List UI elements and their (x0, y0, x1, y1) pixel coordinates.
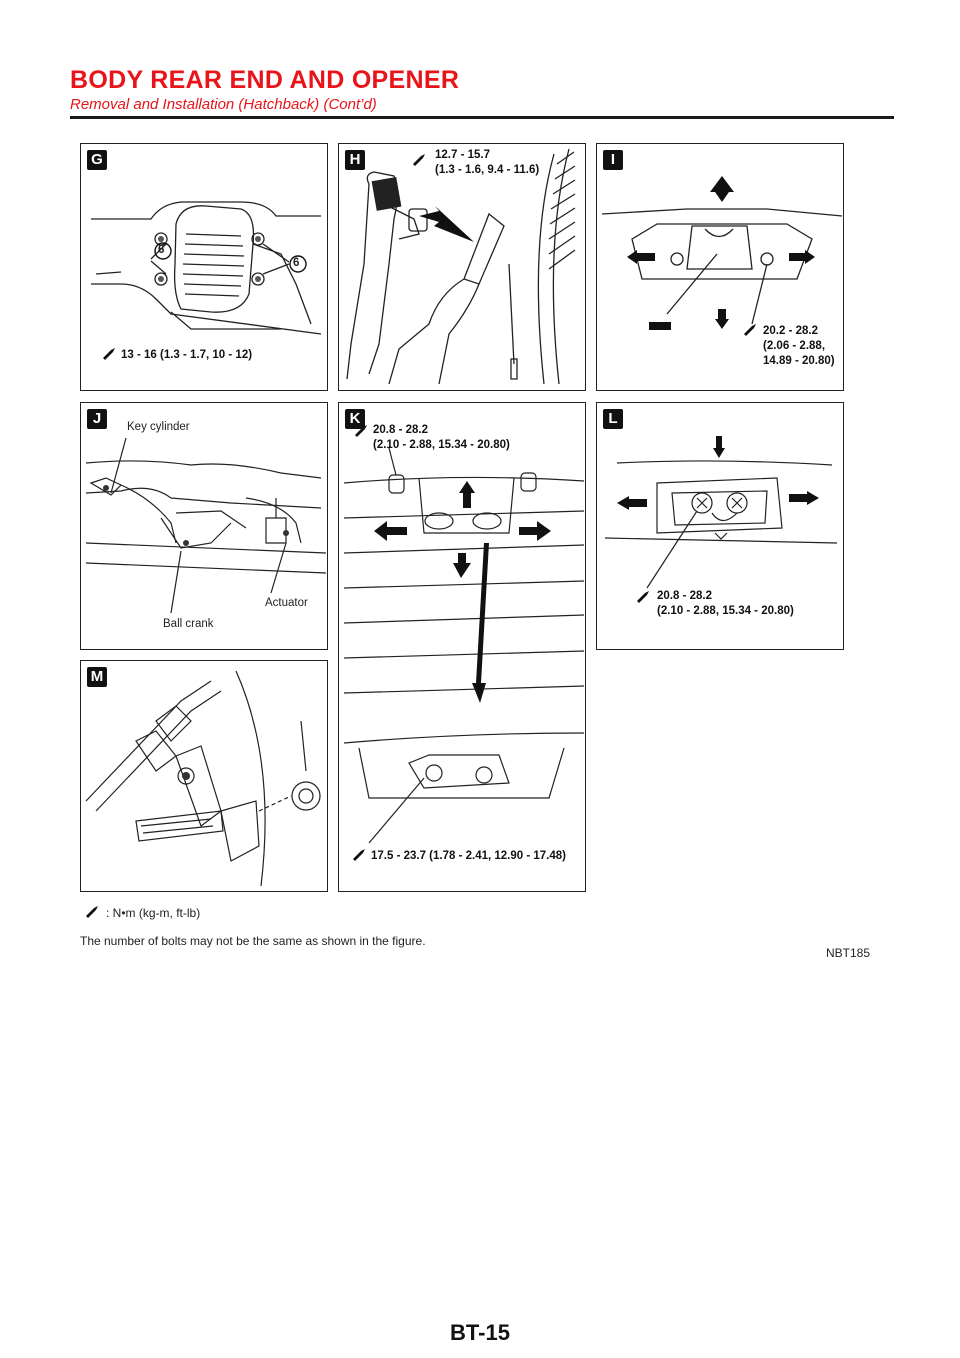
callout-6-right: 6 (293, 257, 300, 269)
torque-wrench-icon (84, 904, 100, 920)
panel-g (80, 143, 328, 391)
page-title: BODY REAR END AND OPENER (70, 66, 460, 94)
panel-k-torque-bottom: 17.5 - 23.7 (1.78 - 2.41, 12.90 - 17.48) (371, 850, 566, 862)
panel-i-torque-line2: (2.06 - 2.88, (763, 340, 826, 352)
page-header (70, 66, 894, 113)
panel-l (596, 402, 844, 650)
panel-m-illustration (81, 661, 328, 892)
panel-i-torque-line3: 14.89 - 20.80) (763, 355, 835, 367)
panel-l-torque-line1: 20.8 - 28.2 (657, 590, 712, 602)
torque-wrench-icon (353, 423, 369, 439)
header-rule (70, 116, 894, 119)
page-subtitle: Removal and Installation (Hatchback) (Cont’d) (70, 96, 377, 113)
panel-j-illustration (81, 403, 328, 650)
panel-h-torque-line1: 12.7 - 15.7 (435, 149, 490, 161)
panel-i-badge: I (603, 150, 623, 170)
page-number: BT-15 (450, 1320, 510, 1345)
torque-wrench-icon (101, 346, 117, 362)
panel-h-torque-line2: (1.3 - 1.6, 9.4 - 11.6) (435, 164, 540, 176)
panel-g-torque: 13 - 16 (1.3 - 1.7, 10 - 12) (121, 349, 253, 361)
panel-m (80, 660, 328, 892)
panel-i (596, 143, 844, 391)
torque-legend-text: : N•m (kg-m, ft-lb) (106, 906, 201, 920)
panel-k-torque-top-line2: (2.10 - 2.88, 15.34 - 20.80) (373, 439, 510, 451)
panel-m-badge: M (87, 667, 107, 687)
panel-g-badge: G (87, 150, 107, 170)
torque-wrench-icon (635, 589, 651, 605)
panel-k-illustration (339, 403, 586, 892)
panel-l-torque-line2: (2.10 - 2.88, 15.34 - 20.80) (657, 605, 794, 617)
torque-wrench-icon (742, 322, 758, 338)
panel-j-badge: J (87, 409, 107, 429)
bolt-count-note: The number of bolts may not be the same as shown in the figure. (80, 934, 426, 948)
callout-6-left: 6 (158, 244, 165, 256)
panel-l-badge: L (603, 409, 623, 429)
label-key-cylinder: Key cylinder (127, 421, 190, 433)
torque-wrench-icon (351, 847, 367, 863)
label-actuator: Actuator (265, 597, 308, 609)
panel-h-badge: H (345, 150, 365, 170)
figure-code: NBT185 (826, 946, 871, 960)
panel-k-torque-top-line1: 20.8 - 28.2 (373, 424, 428, 436)
panel-j (80, 402, 328, 650)
panel-h-illustration (339, 144, 586, 391)
panel-i-torque-line1: 20.2 - 28.2 (763, 325, 818, 337)
panel-h (338, 143, 586, 391)
panel-k-badge: K (345, 409, 365, 429)
torque-wrench-icon (411, 152, 427, 168)
label-ball-crank: Ball crank (163, 618, 214, 630)
panel-k (338, 402, 586, 892)
